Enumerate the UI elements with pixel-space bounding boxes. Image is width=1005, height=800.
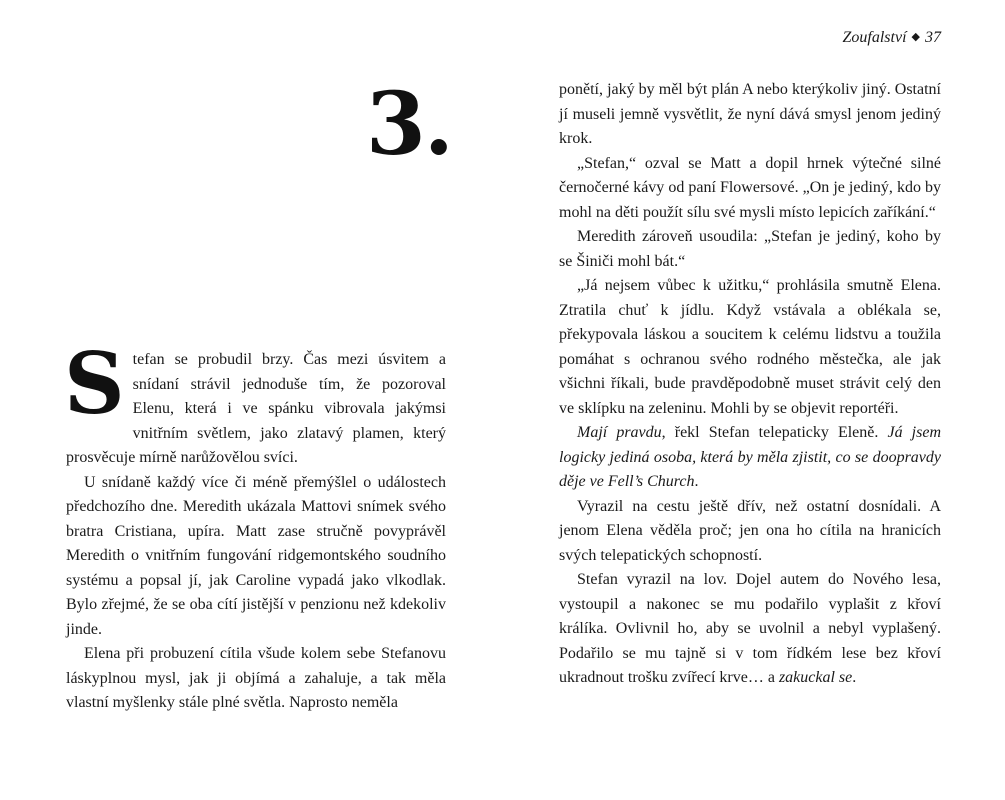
drop-cap: S (64, 334, 125, 433)
paragraph: Vyrazil na cestu ještě dřív, než ostatní dosnídali. A jenom Elena věděla proč; jen ona ho cítila na hranicích svých telepatických schopností. (559, 497, 941, 564)
paragraph: U snídaně každý více či méně přemýšlel o událostech předchozího dne. Meredith ukázala Mattovi snímek svého bratra Cristiana, upíra. Matt zase stručně povyprávěl Meredith o vnitřním fungování ridgemontského soudního systému a popsal jí, jak Caroline vypadá jako vlkodlak. Bylo zřejmé, že se oba cítí jistější v penzionu než kdekoliv jinde. (66, 473, 446, 638)
paragraph-text: tefan se probudil brzy. Čas mezi úsvitem a snídaní strávil jednoduše tím, že pozoroval Elenu, která i ve spánku vibrovala jakýmsi vnitřním světlem, jako zlatavý plamen, který prosvěcuje mírně narůžovělou svíci. (66, 351, 446, 466)
paragraph-text: . (694, 473, 699, 490)
right-page (503, 0, 1005, 800)
left-page-text (64, 334, 446, 716)
paragraph-text: Stefan vyrazil na lov. Dojel autem do Nového lesa, vystoupil a nakonec se mu podařilo vyplašit z křoví králíka. Ovlivnil ho, aby se uvolnil a nebyl vyplašený. Podařilo se mu tajně si v tom řídkém lese bez křoví ukradnout trošku zvířecí krve… a (559, 571, 941, 686)
paragraph: ponětí, jaký by měl být plán A nebo kterýkoliv jiný. Ostatní jí museli jemně vysvětlit, že nyní dává smysl jenom jediný krok. (559, 81, 941, 147)
paragraph: „Já nejsem vůbec k užitku,“ prohlásila smutně Elena. Ztratila chuť k jídlu. Když vstávala a oblékala se, překypovala láskou a soucitem k celému lidstvu a toužila pomáhat s ochranou svého rodného městečka, ale jak všichni říkali, bude pravděpodobně muset strávit celý den ve sklípku na zeleninu. Mohli by se objevit reportéři. (559, 277, 941, 417)
paragraph: Meredith zároveň usoudila: „Stefan je jediný, koho by se Šiniči mohl bát.“ (559, 228, 941, 270)
paragraph (64, 334, 446, 471)
paragraph (559, 568, 941, 691)
paragraph-text: , řekl Stefan telepaticky Eleně. (661, 424, 888, 441)
page-number: 37 (925, 29, 941, 46)
italic-text: Já jsem logicky jediná osoba, která by měla zjistit, co se doopravdy děje ve Fell’s Church (559, 424, 941, 490)
paragraph: „Stefan,“ ozval se Matt a dopil hrnek výtečné silné černočerné kávy od paní Flowersové. „On je jediný, kdo by mohl na děti použít sílu své mysli místo lepicích zaříkání.“ (559, 154, 941, 221)
chapter-number: 3. (366, 74, 452, 175)
paragraph-text: . (852, 669, 857, 686)
italic-text: Mají pravdu (577, 424, 662, 441)
italic-text: zakuckal se (778, 669, 853, 686)
diamond-icon: ◆ (911, 31, 920, 43)
running-head (843, 29, 941, 47)
running-head-title: Zoufalství (842, 29, 907, 46)
right-page-text (559, 78, 941, 691)
paragraph: Elena při probuzení cítila všude kolem sebe Stefanovu láskyplnou mysl, jak ji objímá a zahaluje, a tak měla vlastní myšlenky stále plné světla. Naprosto neměla (66, 645, 446, 711)
paragraph (559, 421, 941, 495)
left-page (0, 0, 502, 800)
